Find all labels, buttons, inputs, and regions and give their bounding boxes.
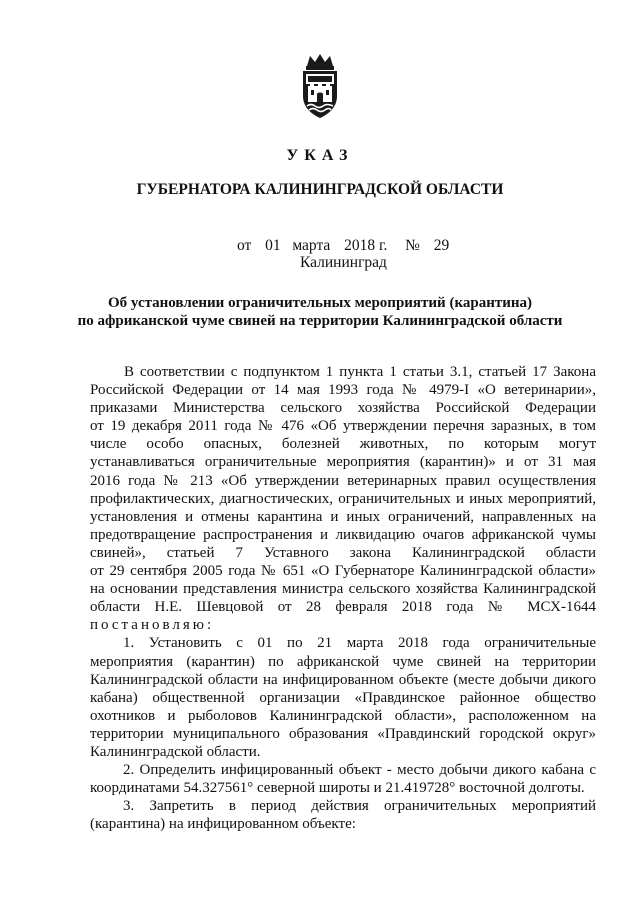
date-prefix: от bbox=[237, 237, 252, 254]
decree-date-number bbox=[237, 237, 449, 255]
decree-body bbox=[90, 363, 596, 833]
item-1-line: охотников и рыболовов Калининградской области», расположенном на bbox=[90, 707, 596, 724]
decree-title-line: Об установлении ограничительных мероприятий (карантина) bbox=[107, 295, 532, 311]
issuer-heading: ГУБЕРНАТОРА КАЛИНИНГРАДСКОЙ ОБЛАСТИ bbox=[136, 181, 504, 198]
item-3-line: (карантина) на инфицированном объекте: bbox=[90, 816, 356, 833]
item-3-line: 3. Запретить в период действия ограничительных мероприятий bbox=[123, 798, 596, 815]
item-1-line: территории муниципального образования «Правдинский городской округ» bbox=[90, 725, 596, 742]
preamble-line: Российской Федерации от 14 мая 1993 года № 4979-I «О ветеринарии», bbox=[90, 382, 596, 399]
decree-number: 29 bbox=[433, 237, 450, 254]
number-sign: № bbox=[405, 237, 420, 254]
item-2-line: координатами 54.327561° северной широты и 21.419728° восточной долготы. bbox=[90, 780, 585, 797]
date-year: 2018 г. bbox=[344, 237, 388, 254]
preamble-line: предотвращение распространения и ликвидацию очагов африканской чумы bbox=[90, 526, 596, 543]
item-1-line: Калининградской области. bbox=[90, 743, 261, 760]
preamble-line: от 29 сентября 2005 года № 651 «О Губернаторе Калининградской области» bbox=[90, 563, 596, 580]
item-1-line: Калининградской области на инфицированном объекте (месте добычи дикого bbox=[90, 671, 596, 688]
preamble-line: приказами Министерства сельского хозяйства Российской Федерации bbox=[90, 400, 596, 417]
decree-type-heading: УКАЗ bbox=[286, 147, 354, 164]
preamble-line: 2016 года № 213 «Об утверждении ветеринарных правил осуществления bbox=[90, 472, 596, 489]
date-day: 01 bbox=[265, 237, 281, 254]
preamble-line: от 19 декабря 2011 года № 476 «Об утверждении перечня заразных, в том bbox=[90, 418, 596, 435]
item-1-line: 1. Установить с 01 по 21 марта 2018 года ограничительные bbox=[123, 635, 596, 652]
item-2-line: 2. Определить инфицированный объект - место добычи дикого кабана с bbox=[123, 762, 596, 779]
preamble-line: устанавливаться ограничительные мероприятия (карантин)» и от 31 мая bbox=[90, 454, 596, 471]
city-name: Калининград bbox=[300, 254, 387, 271]
preamble-line: свиней», статьей 7 Уставного закона Калининградской области bbox=[90, 544, 596, 561]
preamble-line: В соответствии с подпунктом 1 пункта 1 статьи 3.1, статьей 17 Закона bbox=[124, 364, 596, 380]
preamble-line: на основании представления министра сельского хозяйства Калининградской bbox=[90, 581, 596, 598]
resolve-word: постановляю: bbox=[90, 617, 215, 634]
item-1-line: мероприятия (карантин) по африканской чуме свиней на территории bbox=[90, 653, 596, 670]
preamble-line: области Н.Е. Шевцовой от 28 февраля 2018 года № МСХ-1644 bbox=[90, 599, 596, 616]
kaliningrad-coat-of-arms-icon bbox=[296, 52, 344, 120]
item-1-line: кабана) общественной организации «Правдинское районное общество bbox=[90, 689, 596, 706]
preamble-line: числе особо опасных, болезней животных, по которым могут bbox=[90, 436, 596, 453]
decree-title-line: по африканской чуме свиней на территории Калининградской области bbox=[77, 313, 563, 329]
preamble-line: профилактических, диагностических, ограничительных и иных мероприятий, bbox=[90, 490, 596, 507]
date-month: марта bbox=[292, 237, 331, 254]
preamble-line: установления и отмены карантина и иных ограничений, направленных на bbox=[90, 508, 596, 525]
